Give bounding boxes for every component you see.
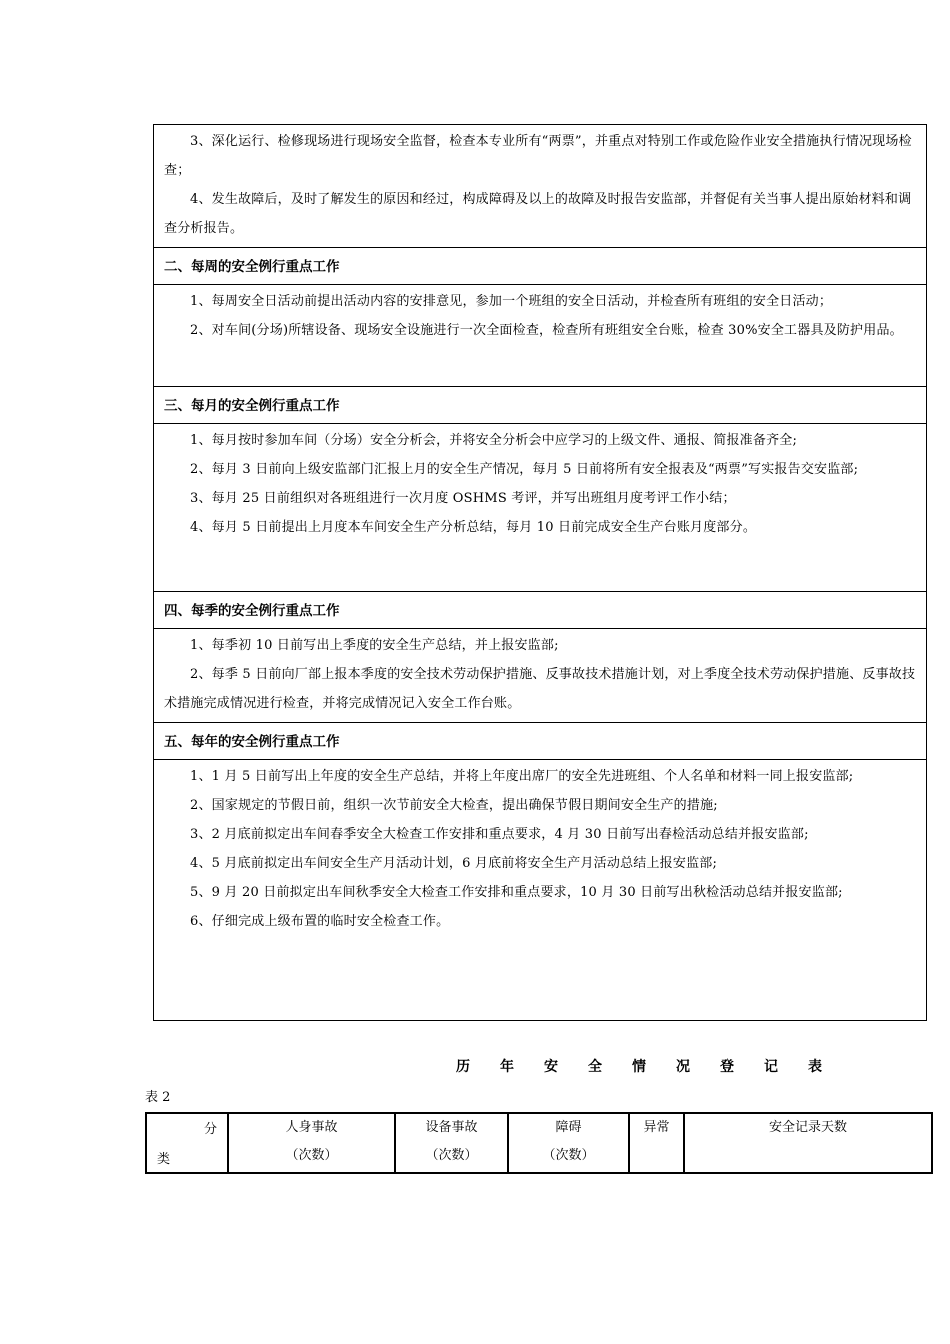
weekly-item-1: 1、每周安全日活动前提出活动内容的安排意见，参加一个班组的安全日活动，并检查所有班组的安全日活动； [190,294,833,309]
safe-days-header [684,1113,932,1173]
yearly-item-4: 4、5 月底前拟定出车间安全生产月活动计划，6 月底前将安全生产月活动总结上报安监部; [190,856,718,871]
yearly-item-5: 5、9 月 20 日前拟定出车间秋季安全大检查工作安排和重点要求，10 月 30 日前写出秋检活动总结并报安监部; [190,885,843,900]
obstacle-header [508,1113,629,1173]
monthly-item-1: 1、每月按时参加车间（分场）安全分析会，并将安全分析会中应学习的上级文件、通报、简报准备齐全; [190,433,798,448]
personal-accident-header [228,1113,395,1173]
monthly-item-2: 2、每月 3 日前向上级安监部门汇报上月的安全生产情况，每月 5 日前将所有安全报表及“两票”写实报告交安监部; [190,462,859,477]
yearly-item-3: 3、2 月底前拟定出车间春季安全大检查工作安排和重点要求，4 月 30 日前写出春检活动总结并报安监部; [190,827,809,842]
personal-accident-unit: （次数） [285,1148,338,1163]
weekly-item-2: 2、对车间(分场)所辖设备、现场安全设施进行一次全面检查，检查所有班组安全台账，检查 30%安全工器具及防护用品。 [190,323,903,338]
yearly-item-6: 6、仔细完成上级布置的临时安全检查工作。 [190,914,450,929]
yearly-section [154,762,926,936]
monthly-item-4: 4、每月 5 日前提出上月度本车间安全生产分析总结，每月 10 日前完成安全生产台账月度部分。 [190,520,757,535]
weekly-section [154,287,926,345]
record-title: 历年安全情况登记表 [456,1059,852,1075]
category-top: 分 [203,1122,217,1137]
safe-days-label: 安全记录天数 [768,1120,847,1135]
weekly-heading: 二、每周的安全例行重点工作 [154,247,926,285]
obstacle-unit: （次数） [542,1148,595,1163]
obstacle-label: 障碍 [555,1120,582,1135]
yearly-heading: 五、每年的安全例行重点工作 [154,722,926,760]
quarterly-item-2: 2、每季 5 日前向厂部上报本季度的安全技术劳动保护措施、反事故技术措施计划，对上季度全技术劳动保护措施、反事故技术措施完成情况进行检查，并将完成情况记入安全工作台账。 [164,667,916,711]
table-header-row [146,1113,932,1173]
category-bottom: 类 [157,1152,171,1167]
personal-accident-label: 人身事故 [285,1120,338,1135]
abnormal-label: 异常 [643,1120,670,1135]
intro-item-4: 4、发生故障后，及时了解发生的原因和经过，构成障碍及以上的故障及时报告安监部，并督促有关当事人提出原始材料和调查分析报告。 [164,192,912,236]
abnormal-header [629,1113,684,1173]
quarterly-heading: 四、每季的安全例行重点工作 [154,591,926,629]
equipment-accident-header [395,1113,508,1173]
monthly-item-3: 3、每月 25 日前组织对各班组进行一次月度 OSHMS 考评，并写出班组月度考评工作小结； [190,491,736,506]
quarterly-section [154,631,926,718]
equipment-accident-unit: （次数） [425,1148,478,1163]
equipment-accident-label: 设备事故 [425,1120,478,1135]
yearly-item-2: 2、国家规定的节假日前，组织一次节前安全大检查，提出确保节假日期间安全生产的措施; [190,798,718,813]
intro-section [154,127,926,243]
yearly-item-1: 1、1 月 5 日前写出上年度的安全生产总结，并将上年度出席厂的安全先进班组、个人名单和材料一同上报安监部; [190,769,854,784]
monthly-section [154,426,926,542]
intro-item-3: 3、深化运行、检修现场进行现场安全监督，检查本专业所有“两票”，并重点对特别工作或危险作业安全措施执行情况现场检查； [164,134,912,178]
quarterly-item-1: 1、每季初 10 日前写出上季度的安全生产总结，并上报安监部; [190,638,559,653]
monthly-heading: 三、每月的安全例行重点工作 [154,386,926,424]
safety-record-table [145,1112,933,1174]
category-header [146,1113,228,1173]
table-label: 表 2 [145,1090,171,1105]
duties-frame [153,124,927,1021]
